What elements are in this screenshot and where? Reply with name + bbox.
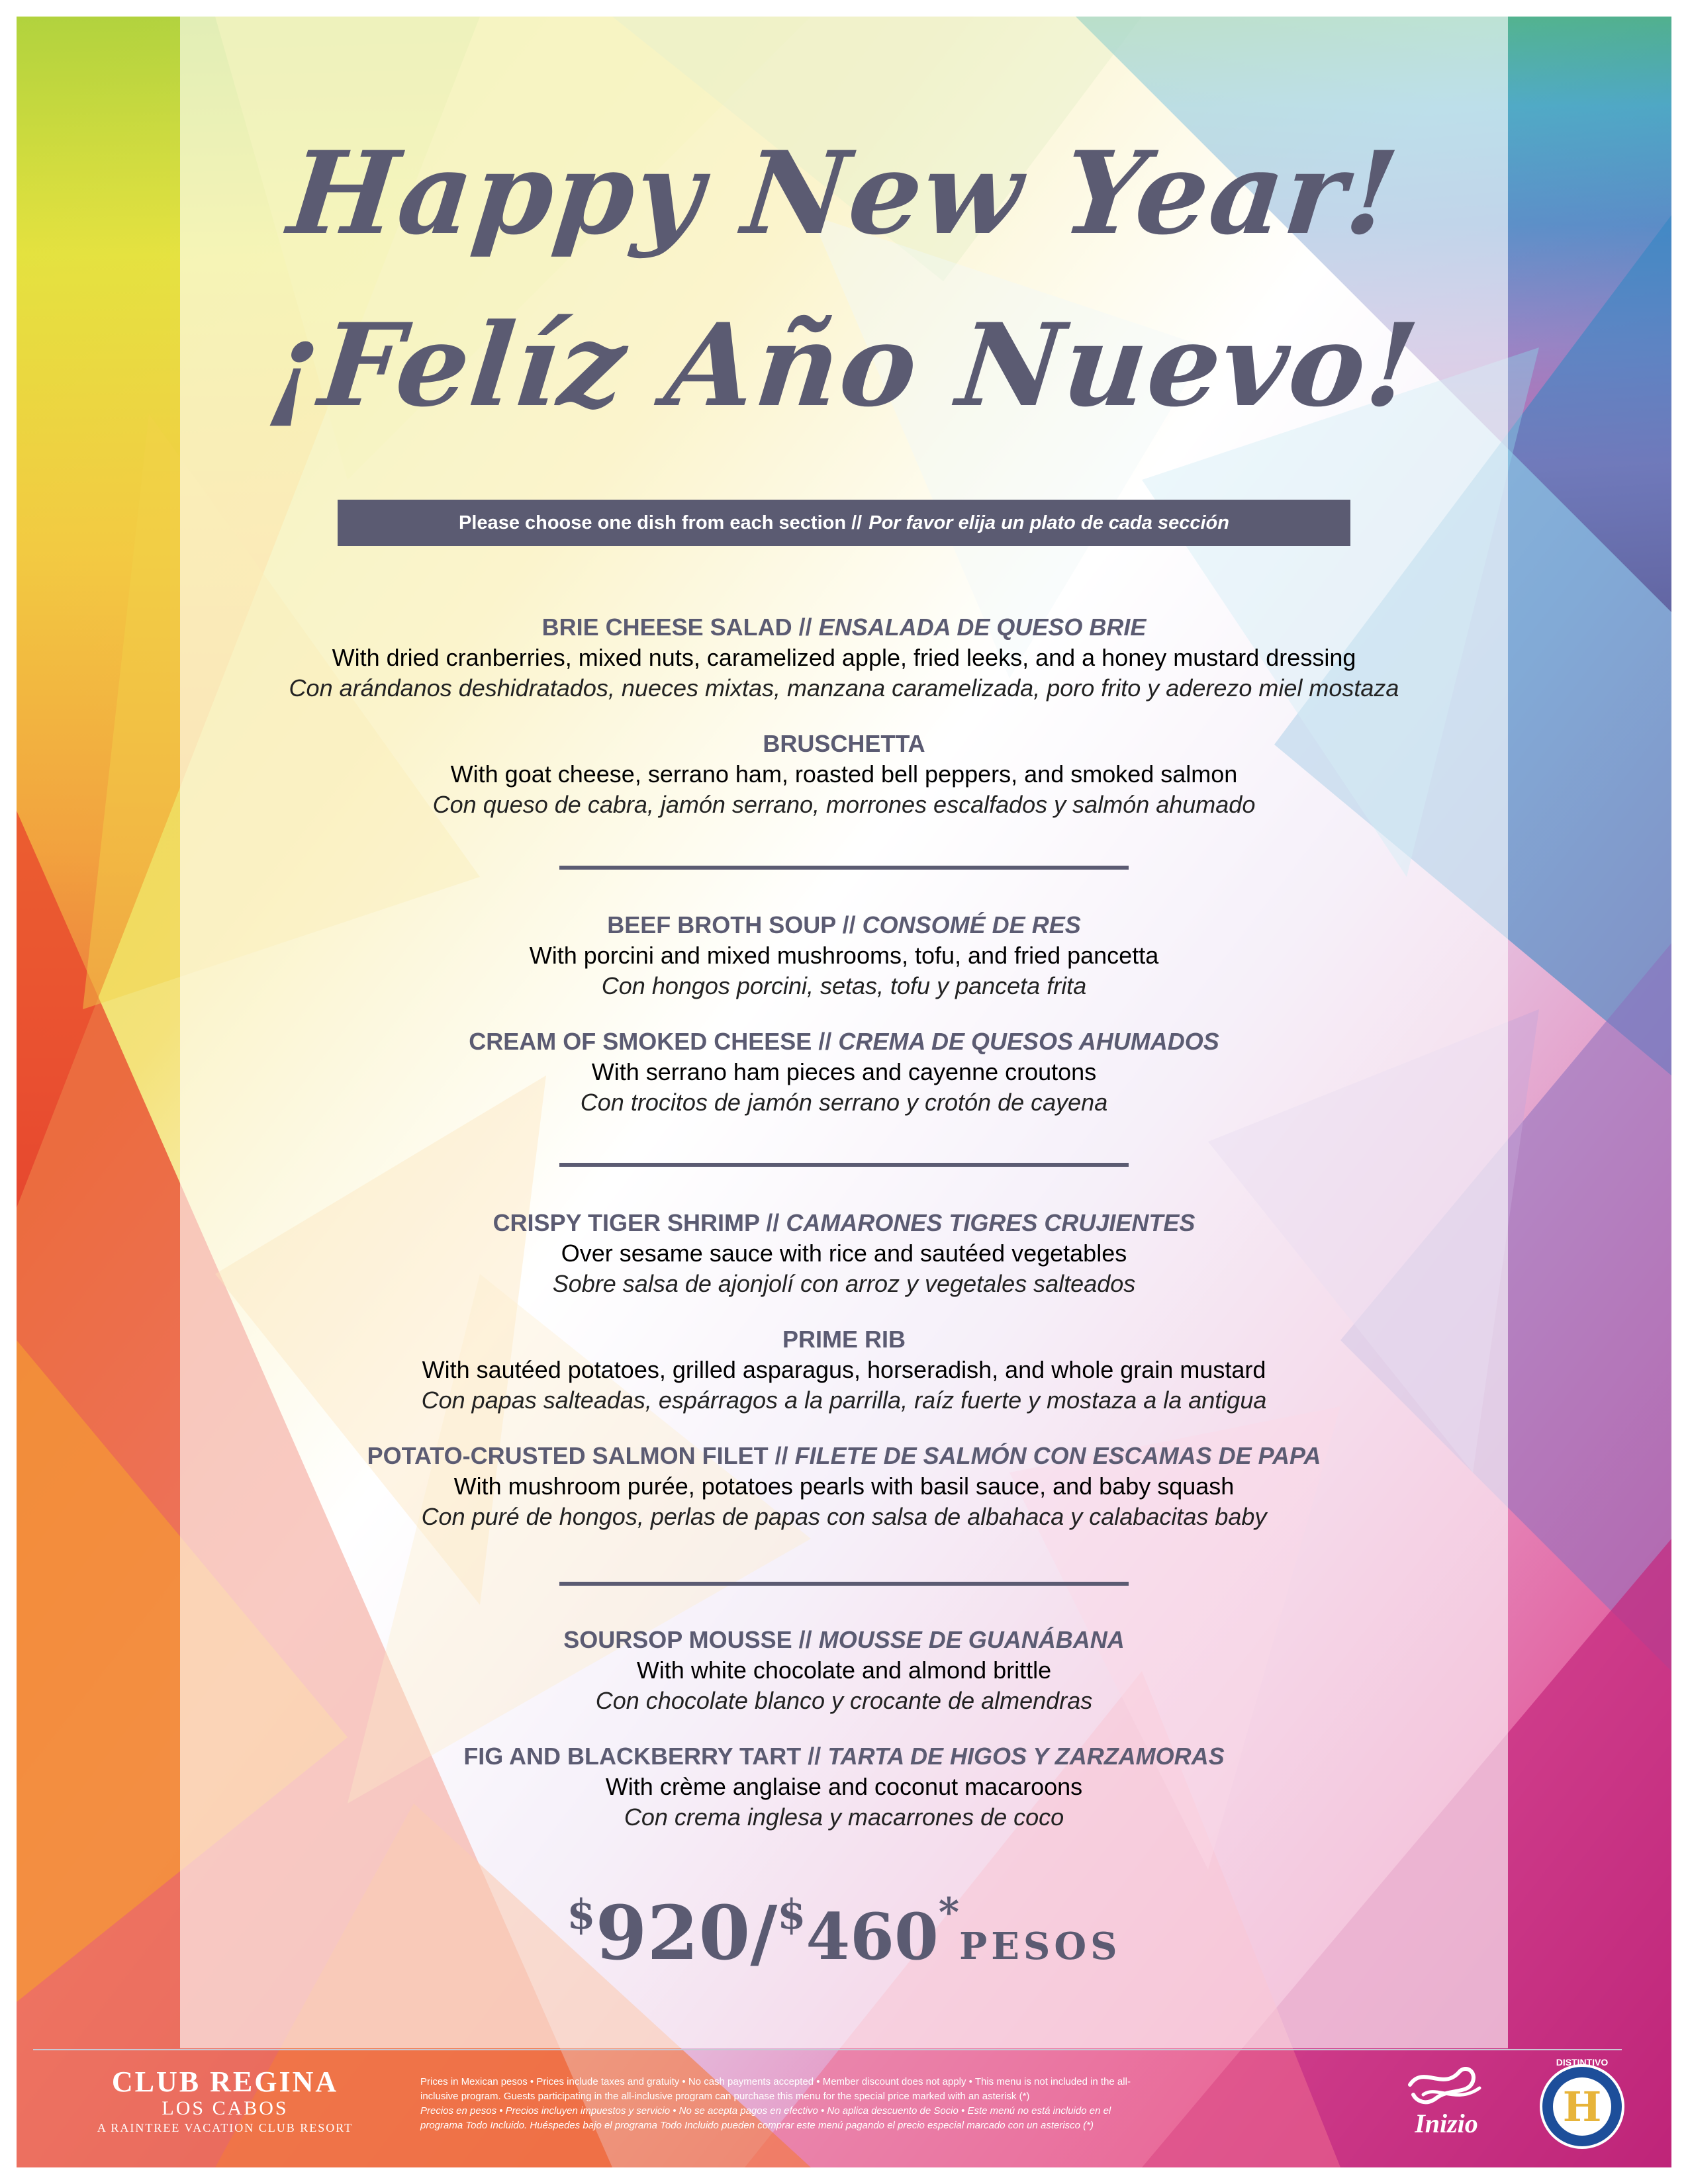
price-line <box>0 1889 1688 1977</box>
dish-name-spanish: ENSALADA DE QUESO BRIE <box>818 614 1147 641</box>
dish-name <box>199 612 1489 643</box>
dish-name-spanish: TARTA DE HIGOS Y ZARZAMORAS <box>827 1743 1225 1770</box>
instruction-banner <box>338 500 1350 546</box>
instruction-english: Please choose one dish from each section // <box>459 512 863 533</box>
menu-item <box>199 1208 1489 1299</box>
dish-name-spanish: MOUSSE DE GUANÁBANA <box>818 1626 1125 1653</box>
dish-name-english: FIG AND BLACKBERRY TART // <box>463 1743 821 1770</box>
fine-print-spanish: Precios en pesos • Precios incluyen impuestos y servicio • No se acepta pagos en efectivo • No aplica descuento de Socio • Este menú no está incluido en el programa Todo Incluido. Huéspedes bajo el programa Todo Incluido pueden comprar este menú pagando el precio especial marcado con un asterisco (*) <box>420 2105 1111 2131</box>
dish-description-spanish: Con papas salteadas, espárragos a la parrilla, raíz fuerte y mostaza a la antigua <box>421 1387 1267 1414</box>
dish-name-spanish: CONSOMÉ DE RES <box>862 911 1081 938</box>
dish-description-english: With porcini and mixed mushrooms, tofu, and fried pancetta <box>529 942 1159 969</box>
menu-item <box>199 1441 1489 1532</box>
title-spanish: ¡Felíz Año Nuevo! <box>262 298 1426 432</box>
dish-description-english: With mushroom purée, potatoes pearls with basil sauce, and baby squash <box>453 1473 1235 1500</box>
fine-print-english: Prices in Mexican pesos • Prices include taxes and gratuity • No cash payments accepted • Member discount does not apply • This menu is not included in the all-inclusive program. Guests participating in the all-inclusive program can purchase this menu for the special price marked with an asterisk (*) <box>420 2076 1131 2102</box>
club-regina-logo <box>40 2066 410 2136</box>
fine-print <box>420 2075 1149 2133</box>
special-price: 460 <box>806 1899 939 1974</box>
inizio-logo-text: Inizio <box>1415 2109 1478 2138</box>
dish-description-english: With serrano ham pieces and cayenne croutons <box>591 1058 1097 1085</box>
menu-item <box>199 612 1489 704</box>
logo-line2: LOS CABOS <box>162 2097 289 2119</box>
dish-description-english: With crème anglaise and coconut macaroons <box>605 1773 1083 1800</box>
menu-item <box>199 1026 1489 1118</box>
dish-description-spanish: Con chocolate blanco y crocante de almendras <box>595 1687 1093 1714</box>
dish-name-english: BRUSCHETTA <box>763 730 925 757</box>
dish-description-spanish: Con queso de cabra, jamón serrano, morrones escalfados y salmón ahumado <box>432 791 1256 818</box>
menu-item <box>199 910 1489 1001</box>
badge-letter: H <box>1562 2083 1602 2131</box>
currency-symbol-special: $ <box>777 1890 806 1938</box>
dish-name <box>199 1741 1489 1772</box>
dish-name <box>199 1441 1489 1471</box>
dish-name-spanish: CAMARONES TIGRES CRUJIENTES <box>786 1209 1196 1236</box>
dish-description-spanish: Con crema inglesa y macarrones de coco <box>624 1803 1064 1831</box>
logo-line1: CLUB REGINA <box>111 2066 339 2098</box>
section-divider <box>559 1582 1129 1586</box>
dish-name-english: BRIE CHEESE SALAD // <box>541 614 812 641</box>
section-divider <box>559 1163 1129 1167</box>
menu-item <box>199 1324 1489 1416</box>
dish-name-spanish: FILETE DE SALMÓN CON ESCAMAS DE PAPA <box>794 1442 1321 1469</box>
dish-description-spanish: Sobre salsa de ajonjolí con arroz y vegetales salteados <box>552 1270 1136 1297</box>
dish-name <box>199 729 1489 759</box>
dish-name <box>199 1625 1489 1655</box>
menu-item <box>199 1741 1489 1833</box>
dish-name-english: POTATO-CRUSTED SALMON FILET // <box>367 1442 788 1469</box>
currency-symbol: $ <box>567 1890 596 1938</box>
menu-section-desserts <box>199 1625 1489 1858</box>
menu-item <box>199 1625 1489 1716</box>
badge-text: DISTINTIVO <box>1556 2057 1609 2068</box>
dish-name <box>199 910 1489 940</box>
inizio-logo-icon <box>1397 2058 1496 2151</box>
menu-item <box>199 729 1489 820</box>
dish-name-english: PRIME RIB <box>782 1326 906 1353</box>
menu-section-soups <box>199 910 1489 1143</box>
price-asterisk: * <box>938 1889 960 1936</box>
dish-name-spanish: CREMA DE QUESOS AHUMADOS <box>838 1028 1219 1055</box>
dish-description-english: With dried cranberries, mixed nuts, caramelized apple, fried leeks, and a honey mustard dressing <box>332 644 1356 671</box>
distintivo-h-badge-icon <box>1536 2055 1628 2154</box>
dish-description-spanish: Con trocitos de jamón serrano y crotón de cayena <box>580 1089 1108 1116</box>
menu-section-mains <box>199 1208 1489 1557</box>
regular-price: 920 <box>595 1890 751 1977</box>
dish-name <box>199 1026 1489 1057</box>
dish-description-english: Over sesame sauce with rice and sautéed vegetables <box>561 1240 1127 1267</box>
dish-description-spanish: Con puré de hongos, perlas de papas con salsa de albahaca y calabacitas baby <box>421 1503 1267 1530</box>
dish-description-spanish: Con arándanos deshidratados, nueces mixtas, manzana caramelizada, poro frito y aderezo miel mostaza <box>289 674 1399 702</box>
price-separator: / <box>750 1890 778 1977</box>
title-english: Happy New Year! <box>283 126 1405 260</box>
dish-description-english: With white chocolate and almond brittle <box>636 1657 1052 1684</box>
dish-name <box>199 1324 1489 1355</box>
dish-name-english: BEEF BROTH SOUP // <box>607 911 856 938</box>
footer-divider <box>33 2049 1622 2050</box>
price-unit: PESOS <box>959 1925 1121 1968</box>
dish-description-english: With sautéed potatoes, grilled asparagus, horseradish, and whole grain mustard <box>422 1356 1266 1383</box>
dish-name-english: CREAM OF SMOKED CHEESE // <box>469 1028 832 1055</box>
instruction-spanish: Por favor elija un plato de cada sección <box>868 512 1229 533</box>
section-divider <box>559 866 1129 870</box>
dish-name <box>199 1208 1489 1238</box>
menu-section-starters <box>199 612 1489 845</box>
dish-description-spanish: Con hongos porcini, setas, tofu y panceta frita <box>601 972 1087 999</box>
dish-name-english: CRISPY TIGER SHRIMP // <box>492 1209 780 1236</box>
dish-name-english: SOURSOP MOUSSE // <box>563 1626 812 1653</box>
dish-description-english: With goat cheese, serrano ham, roasted bell peppers, and smoked salmon <box>450 760 1238 788</box>
logo-line3: A RAINTREE VACATION CLUB RESORT <box>97 2121 353 2134</box>
